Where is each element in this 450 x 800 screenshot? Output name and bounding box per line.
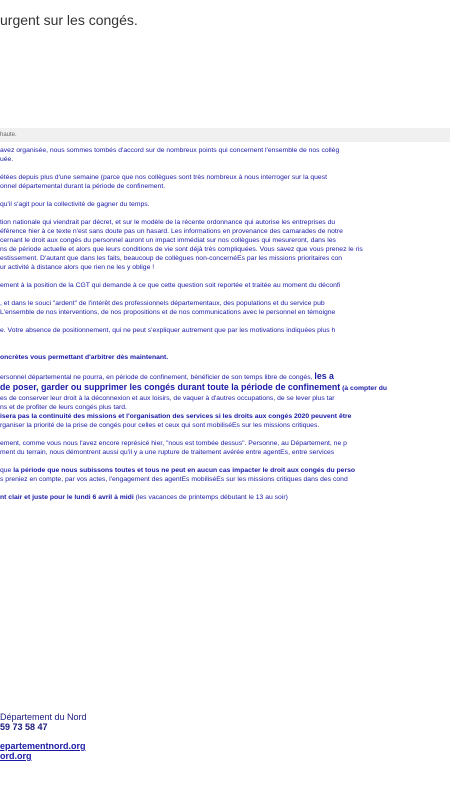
- body-line: e. Votre absence de positionnement, qui ne peut s'expliquer autrement que par les motivations indiquées plus h: [0, 327, 336, 334]
- body-line: qu'il s'agit pour la collectivité de gagner du temps.: [0, 201, 150, 208]
- body-line: [0, 382, 450, 394]
- body-line: ns de période actuelle et alors que leurs conditions de vie sont déjà très compliquées. Vous savez que vous prenez le ris: [0, 246, 363, 253]
- body-line: ns et de profiter de leurs congés plus tard.: [0, 404, 127, 411]
- body-text-emphasis: la période que nous subissons toutes et tous ne peut en aucun cas impacter le droit aux congés du perso: [13, 467, 356, 474]
- body-line: es de conserver leur droit à la déconnexion et aux loisirs, de vaquer à d'autres occupations, de se lever plus tar: [0, 395, 335, 402]
- importance-notice-bar: [0, 128, 450, 142]
- body-line: s preniez en compte, par vos actes, l'engagement des agentEs mobiliséEs sur les missions critiques dans des cond: [0, 476, 348, 483]
- body-line: L'ensemble de nos interventions, de nos propositions et de nos communications avec le personnel en témoigne: [0, 309, 336, 316]
- body-text-emphasis: de poser, garder ou supprimer les congés durant toute la période de confinement: [0, 382, 341, 392]
- body-line: étées depuis plus d'une semaine (parce que nos collègues sont très nombreux à nous interroger sur la quest: [0, 174, 327, 181]
- body-text-segment: (à compter du: [340, 385, 388, 392]
- signature-org: Département du Nord: [0, 712, 87, 722]
- body-text-emphasis: les a: [314, 371, 334, 381]
- body-line: oncrètes vous permettant d'arbitrer dès maintenant.: [0, 354, 169, 361]
- body-text-segment: que: [0, 467, 14, 474]
- importance-notice-text: haute.: [0, 132, 17, 138]
- body-line: [0, 466, 450, 475]
- email-signature: [0, 712, 87, 761]
- email-subject: urgent sur les congés.: [0, 12, 138, 28]
- signature-web-link[interactable]: ord.org: [0, 751, 32, 761]
- body-line: avez organisée, nous sommes tombés d'accord sur de nombreux points qui concernent l'ensemble de nos collèg: [0, 147, 340, 154]
- body-line: [0, 493, 450, 502]
- email-body: [0, 146, 450, 502]
- body-line: [0, 371, 450, 382]
- body-line: rganiser la priorité de la prise de congés pour celles et ceux qui sont mobiliséEs sur les missions critiques.: [0, 422, 320, 429]
- body-text-segment: ersonnel départemental ne pourra, en période de confinement, bénéficier de son temps libre de congés,: [0, 374, 315, 381]
- body-line: onnel départemental durant la période de confinement.: [0, 183, 166, 190]
- body-text-emphasis: nt clair et juste pour le lundi 6 avril à midi: [0, 494, 134, 501]
- body-line: éférence hier à ce texte n'est sans doute pas un hasard. Les informations en provenance des camarades de notre: [0, 228, 343, 235]
- body-line: estissement. D'autant que dans les faits, beaucoup de collègues non-concernéEs par les missions prioritaires con: [0, 255, 343, 262]
- body-line: ement, comme vous nous l'avez encore représicé hier, "nous est tombée dessus". Personne, au Département, ne p: [0, 440, 347, 447]
- body-line: , et dans le souci "ardent" de l'intérêt des professionnels départementaux, des populations et du service pub: [0, 300, 325, 307]
- body-line: ur activité à distance alors que rien ne les y oblige !: [0, 264, 155, 271]
- body-line: tion nationale qui viendrait par décret, et sur le modèle de la récente ordonnance qui autorise les entreprises du: [0, 219, 336, 226]
- body-line: cernant le droit aux congés du personnel auront un impact immédiat sur nos collègues qui mesureront, dans les: [0, 237, 336, 244]
- body-line: ment du terrain, nous démontrent aussi qu'il y a une rupture de traitement avérée entre agentEs, entre services: [0, 449, 335, 456]
- body-line: ement à la position de la CGT qui demande à ce que cette question soit reportée et traitée au moment du déconfi: [0, 282, 341, 289]
- signature-phone: 59 73 58 47: [0, 722, 48, 732]
- body-line: isera pas la continuité des missions et l'organisation des services si les droits aux congés 2020 peuvent être: [0, 413, 352, 420]
- body-line: uée.: [0, 156, 14, 163]
- signature-email-link[interactable]: epartementnord.org: [0, 741, 86, 751]
- body-text-segment: (les vacances de printemps débutant le 13 au soir): [133, 494, 288, 501]
